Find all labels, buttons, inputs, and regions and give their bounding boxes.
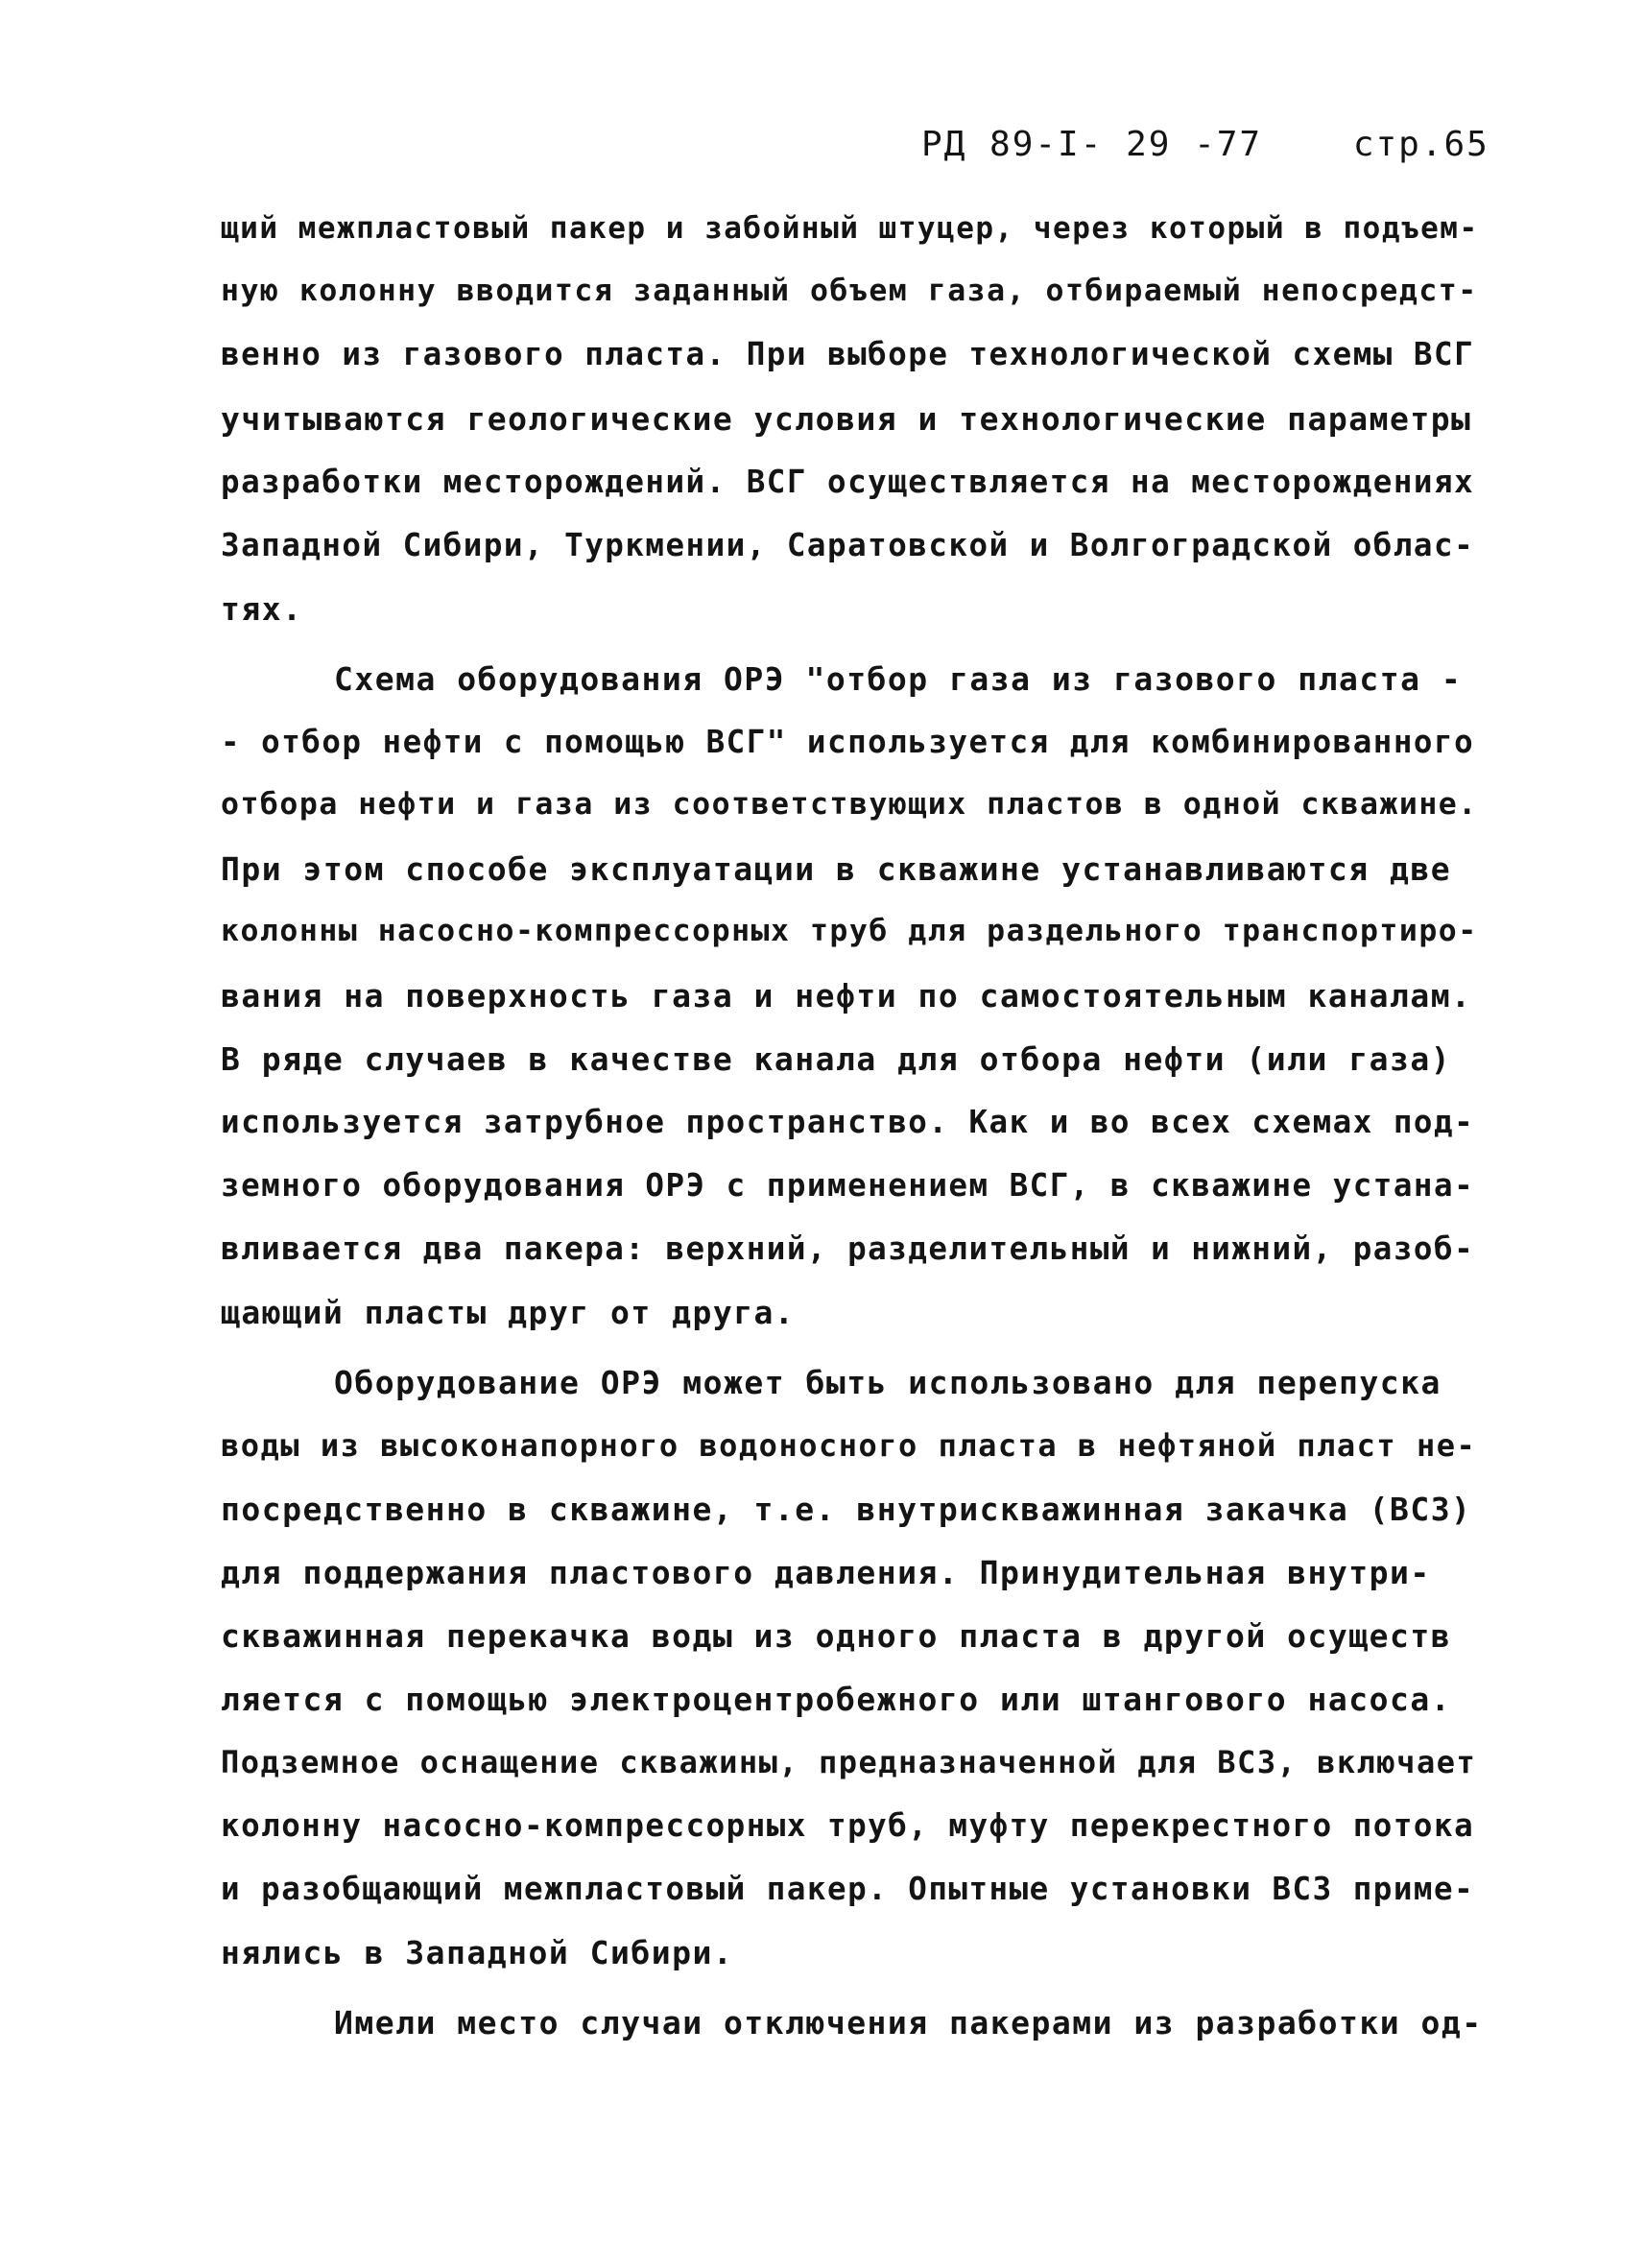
text-line: щающий пласты друг от друга. — [221, 1294, 796, 1331]
text-line: В ряде случаев в качестве канала для отбора нефти (или газа) — [221, 1040, 1452, 1078]
text-line: используется затрубное пространство. Как и во всех схемах под- — [221, 1104, 1475, 1140]
text-line: для поддержания пластового давления. Принудительная внутри- — [221, 1554, 1431, 1591]
text-line: отбора нефти и газа из соответствующих пластов в одной скважине. — [221, 787, 1478, 822]
page-header — [921, 125, 1489, 164]
text-line: воды из высоконапорного водоносного пласта в нефтяной пласт не- — [221, 1427, 1477, 1464]
text-line: венно из газового пласта. При выборе технологической схемы ВСГ — [221, 336, 1475, 372]
text-line: щий межпластовый пакер и забойный штуцер, через который в подъем- — [221, 211, 1479, 246]
text-line: Западной Сибири, Туркмении, Саратовской и Волгоградской облас- — [221, 527, 1475, 563]
text-line: скважинная перекачка воды из одного пласта в другой осуществ — [221, 1617, 1452, 1655]
text-line: колонны насосно-компрессорных труб для раздельного транспортиро- — [221, 914, 1478, 948]
text-line: вания на поверхность газа и нефти по самостоятельным каналам. — [221, 977, 1472, 1015]
text-line: разработки месторождений. ВСГ осуществляется на месторождениях — [221, 464, 1475, 500]
paragraph-first-line: Имели место случаи отключения пакерами из разработки од- — [334, 2004, 1483, 2041]
text-line: учитываются геологические условия и технологические параметры — [221, 400, 1472, 438]
text-line: и разобщающий межпластовый пакер. Опытные установки ВСЗ приме- — [221, 1871, 1475, 1907]
text-line: нялись в Западной Сибири. — [221, 1934, 734, 1971]
text-line: вливается два пакера: верхний, разделительный и нижний, разоб- — [221, 1230, 1475, 1267]
text-line: ную колонну вводится заданный объем газа, отбираемый непосредст- — [221, 274, 1478, 308]
text-line: земного оборудования ОРЭ с применением ВСГ, в скважине устана- — [221, 1167, 1475, 1204]
text-line: При этом способе эксплуатации в скважине устанавливаются две — [221, 850, 1452, 888]
text-line: посредственно в скважине, т.е. внутрискважинная закачка (ВСЗ) — [221, 1491, 1472, 1528]
text-line: ляется с помощью электроцентробежного или штангового насоса. — [221, 1681, 1452, 1718]
text-line: колонну насосно-компрессорных труб, муфту перекрестного потока — [221, 1807, 1475, 1844]
text-line: Подземное оснащение скважины, предназначенной для ВСЗ, включает — [221, 1744, 1477, 1780]
text-line: тях. — [221, 590, 303, 628]
paragraph-first-line: Схема оборудования ОРЭ "отбор газа из газового пласта - — [334, 660, 1463, 698]
page-number: стр.65 — [1352, 125, 1489, 164]
text-line: - отбор нефти с помощью ВСГ" используется для комбинированного — [221, 724, 1475, 760]
document-code: РД 89-I- 29 -77 — [921, 125, 1263, 164]
paragraph-first-line: Оборудование ОРЭ может быть использовано для перепуска — [334, 1364, 1441, 1401]
